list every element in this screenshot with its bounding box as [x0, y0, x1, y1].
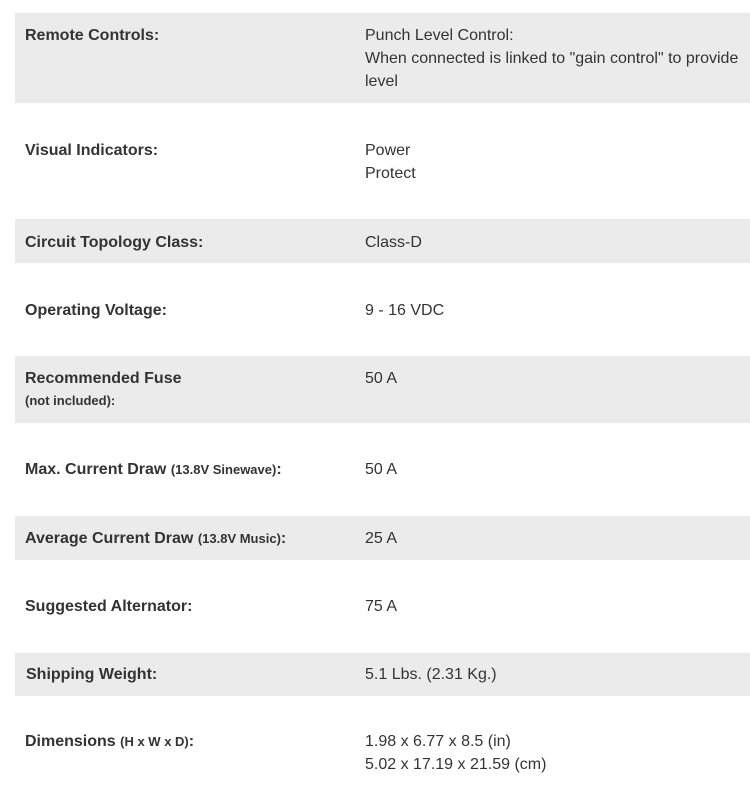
spec-row-dimensions: [15, 696, 750, 802]
spec-value-line: Punch Level Control:: [365, 27, 514, 44]
spec-row-operating-voltage: [15, 263, 750, 356]
spec-label: [25, 527, 286, 550]
spec-value: 50 A: [365, 370, 398, 387]
spec-row-remote-controls: [15, 13, 750, 103]
spec-value: Class-D: [365, 234, 422, 251]
spec-label-qualifier: (H x W x D): [120, 734, 189, 749]
spec-value-line: level: [365, 73, 398, 90]
spec-value: [365, 24, 738, 93]
spec-value: [365, 139, 416, 185]
spec-label-main: Max. Current Draw: [25, 461, 167, 478]
spec-value: [365, 730, 546, 776]
spec-value-line: 5.02 x 17.19 x 21.59 (cm): [365, 756, 547, 773]
spec-value: 25 A: [365, 530, 398, 547]
spec-row-average-current-draw: [15, 516, 750, 560]
spec-value-line: 1.98 x 6.77 x 8.5 (in): [365, 733, 511, 750]
spec-label: Operating Voltage:: [25, 302, 167, 319]
spec-label-main: Average Current Draw: [25, 530, 194, 547]
spec-label: Visual Indicators:: [25, 142, 159, 159]
spec-label-suffix: :: [188, 733, 195, 750]
spec-value: 50 A: [365, 461, 398, 478]
spec-row-suggested-alternator: [15, 560, 750, 653]
spec-label-qualifier: (13.8V Music): [197, 531, 281, 546]
spec-label-suffix: :: [280, 530, 287, 547]
spec-label: [25, 730, 194, 753]
spec-row-shipping-weight: [15, 653, 750, 696]
spec-label: Shipping Weight:: [26, 666, 158, 683]
spec-value-line: Protect: [365, 165, 416, 182]
spec-label-suffix: :: [276, 461, 282, 478]
spec-label-main: Recommended Fuse: [25, 370, 182, 387]
spec-row-max-current-draw: [15, 423, 750, 516]
spec-label-main: Dimensions: [25, 733, 116, 750]
spec-row-circuit-topology: [15, 219, 750, 263]
spec-value: 75 A: [365, 598, 398, 615]
spec-label-sub: (not included):: [25, 393, 116, 408]
spec-label: Suggested Alternator:: [25, 598, 193, 615]
spec-value: 5.1 Lbs. (2.31 Kg.): [365, 666, 497, 683]
spec-row-visual-indicators: [15, 103, 750, 219]
spec-row-recommended-fuse: [15, 356, 750, 423]
spec-value-line: When connected is linked to "gain control" to provide: [365, 50, 739, 67]
spec-label: Remote Controls:: [25, 27, 160, 44]
spec-label: [25, 458, 282, 481]
spec-value-line: Power: [365, 142, 411, 159]
spec-label-qualifier: (13.8V Sinewave): [170, 462, 277, 477]
spec-value: 9 - 16 VDC: [365, 302, 445, 319]
spec-label: Circuit Topology Class:: [25, 234, 204, 251]
spec-label: [25, 367, 181, 412]
